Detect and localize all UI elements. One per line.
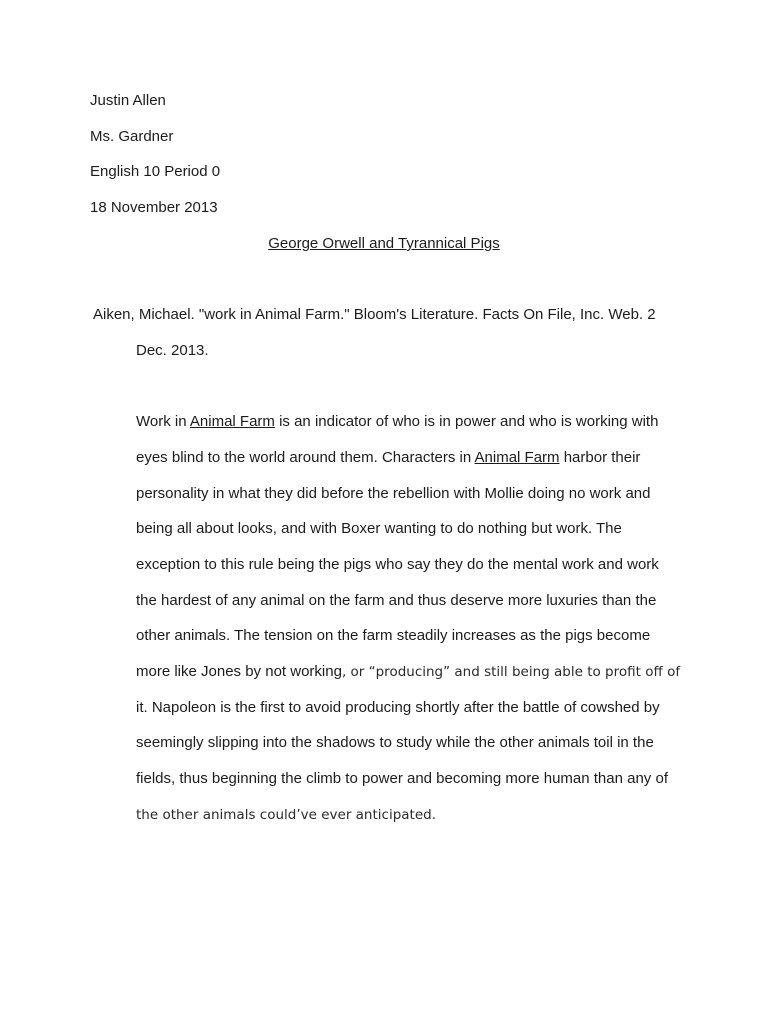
book-title: Animal Farm — [474, 449, 560, 466]
date: 18 November 2013 — [90, 199, 218, 216]
body-text: more like Jones by not working — [136, 663, 342, 680]
body-line-2 — [136, 449, 640, 467]
essay-title — [0, 235, 768, 253]
body-line-8 — [136, 663, 680, 681]
body-line-1 — [136, 413, 658, 431]
body-line-11: fields, thus beginning the climb to power and becoming more human than any of — [136, 770, 668, 787]
body-line-3: personality in what they did before the rebellion with Mollie doing no work and — [136, 485, 651, 502]
body-line-10: seemingly slipping into the shadows to study while the other animals toil in the — [136, 734, 654, 751]
essay-title-text: George Orwell and Tyrannical Pigs — [268, 235, 500, 252]
citation-line-2: Dec. 2013. — [136, 342, 209, 359]
body-line-12: the other animals could’ve ever anticipated. — [136, 807, 437, 823]
body-text: harbor their — [559, 449, 641, 466]
body-text-alt-font: , or “producing” and still being able to profit off of — [341, 664, 681, 680]
student-name: Justin Allen — [90, 92, 166, 109]
body-line-5: exception to this rule being the pigs who say they do the mental work and work — [136, 556, 659, 573]
body-line-4: being all about looks, and with Boxer wanting to do nothing but work. The — [136, 520, 622, 537]
body-text: eyes blind to the world around them. Characters in — [136, 449, 475, 466]
teacher-name: Ms. Gardner — [90, 128, 174, 145]
book-title: Animal Farm — [189, 413, 275, 430]
body-line-6: the hardest of any animal on the farm and thus deserve more luxuries than the — [136, 592, 657, 609]
course-info: English 10 Period 0 — [90, 163, 221, 180]
body-text: Work in — [136, 413, 190, 430]
body-line-9: it. Napoleon is the first to avoid producing shortly after the battle of cowshed by — [136, 699, 660, 716]
citation-line-1: Aiken, Michael. "work in Animal Farm." Bloom's Literature. Facts On File, Inc. Web. 2 — [93, 306, 656, 323]
body-line-7: other animals. The tension on the farm steadily increases as the pigs become — [136, 627, 651, 644]
body-text: is an indicator of who is in power and who is working with — [274, 413, 659, 430]
